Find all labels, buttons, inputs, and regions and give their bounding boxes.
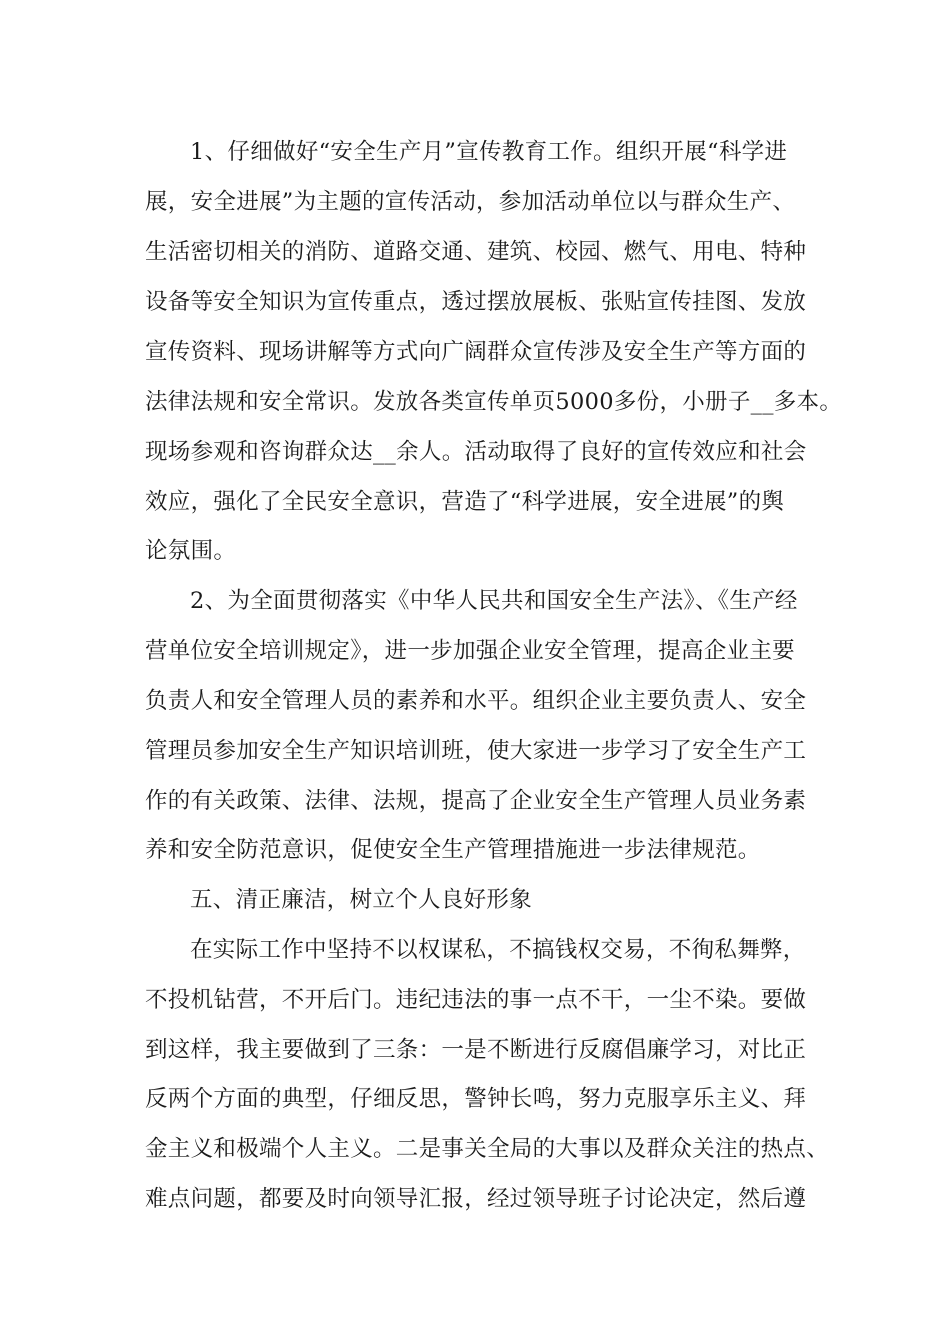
section-heading: 五、清正廉洁，树立个人良好形象 <box>190 887 533 913</box>
text-line: 养和安全防范意识，促使安全生产管理措施进一步法律规范。 <box>145 837 761 863</box>
text-line: 管理员参加安全生产知识培训班，使大家进一步学习了安全生产工 <box>145 738 807 764</box>
text-line: 2、为全面贯彻落实《中华人民共和国安全生产法》、《生产经 <box>190 588 798 614</box>
text-line: 宣传资料、现场讲解等方式向广阔群众宣传涉及安全生产等方面的 <box>145 339 807 365</box>
text-line: 负责人和安全管理人员的素养和水平。组织企业主要负责人、安全 <box>145 688 807 714</box>
text-line: 设备等安全知识为宣传重点，透过摆放展板、张贴宣传挂图、发放 <box>145 289 807 315</box>
text-line: 1、仔细做好“安全生产月”宣传教育工作。组织开展“科学进 <box>190 139 788 165</box>
text-line: 效应，强化了全民安全意识，营造了“科学进展，安全进展”的舆 <box>145 489 785 515</box>
text-line: 法律法规和安全常识。发放各类宣传单页5000多份，小册子__多本。 <box>145 389 843 415</box>
text-line: 展，安全进展”为主题的宣传活动，参加活动单位以与群众生产、 <box>145 189 796 215</box>
text-line: 现场参观和咨询群众达__余人。活动取得了良好的宣传效应和社会 <box>145 439 807 465</box>
text-line: 到这样，我主要做到了三条：一是不断进行反腐倡廉学习，对比正 <box>145 1037 807 1063</box>
text-line: 在实际工作中坚持不以权谋私，不搞钱权交易，不徇私舞弊， <box>190 937 806 963</box>
text-line: 难点问题，都要及时向领导汇报，经过领导班子讨论决定，然后遵 <box>145 1186 807 1212</box>
text-line: 论氛围。 <box>145 538 237 564</box>
text-line: 作的有关政策、法律、法规，提高了企业安全生产管理人员业务素 <box>145 788 807 814</box>
text-line: 反两个方面的典型，仔细反思，警钟长鸣，努力克服享乐主义、拜 <box>145 1086 807 1112</box>
text-line: 不投机钻营，不开后门。违纪违法的事一点不干，一尘不染。要做 <box>145 987 807 1013</box>
text-line: 营单位安全培训规定》，进一步加强企业安全管理，提高企业主要 <box>145 638 795 664</box>
text-line: 生活密切相关的消防、道路交通、建筑、校园、燃气、用电、特种 <box>145 239 807 265</box>
text-line: 金主义和极端个人主义。二是事关全局的大事以及群众关注的热点、 <box>145 1136 830 1162</box>
